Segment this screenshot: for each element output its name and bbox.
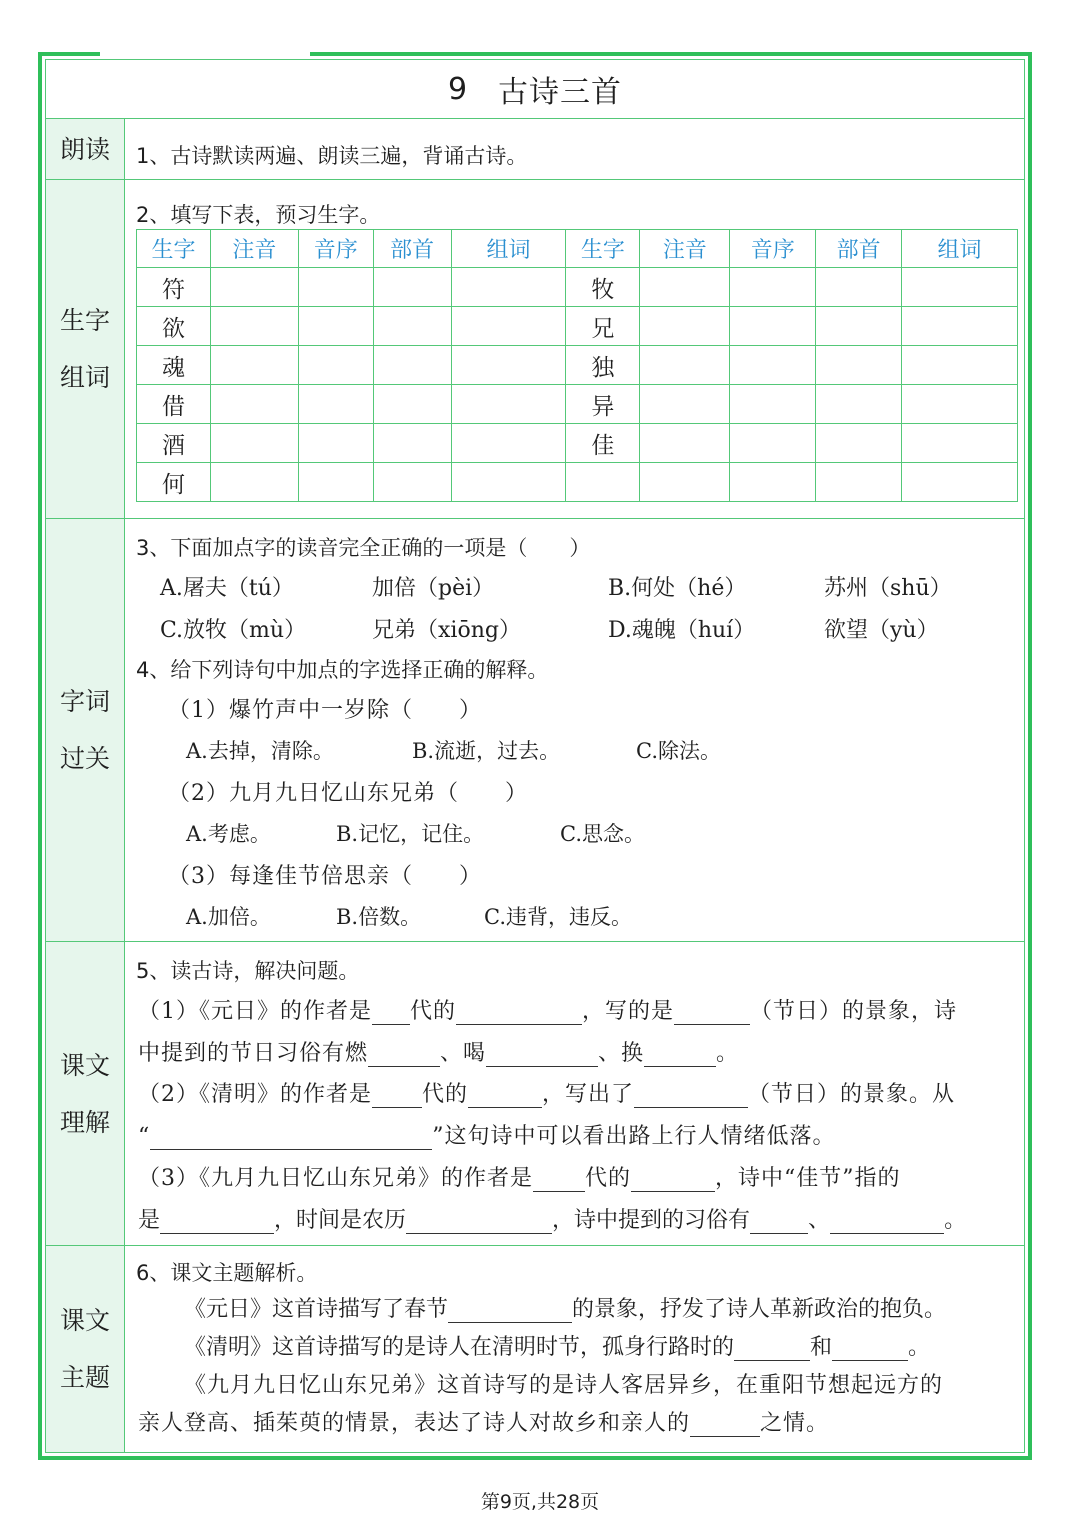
character-cell: 符 (137, 268, 211, 307)
table-row (137, 307, 1018, 346)
q5-line-1: （1）《元日》的作者是 代的 ，写的是 （节日）的景象，诗 (138, 999, 958, 1024)
answer-cell[interactable] (730, 463, 816, 502)
character-cell: 欲 (137, 307, 211, 346)
q3-option-a1: A.屠夫（tú） (160, 576, 294, 601)
answer-cell[interactable] (902, 346, 1018, 385)
answer-cell[interactable] (298, 307, 373, 346)
answer-cell[interactable] (640, 268, 730, 307)
fill-blank[interactable] (674, 1002, 750, 1025)
fill-blank[interactable] (533, 1169, 585, 1192)
fill-blank[interactable] (830, 1211, 944, 1234)
answer-cell[interactable] (298, 346, 373, 385)
answer-cell[interactable] (451, 307, 566, 346)
table-header-cell: 注音 (640, 230, 730, 268)
answer-cell[interactable] (730, 307, 816, 346)
q5-line-3: （2）《清明》的作者是 代的 ，写出了 （节日）的景象。从 (138, 1082, 956, 1107)
q4-sub-1: （1）爆竹声中一岁除（ ） (168, 698, 482, 723)
table-header-cell: 音序 (298, 230, 373, 268)
fill-blank[interactable] (372, 1085, 422, 1108)
q3-option-b2: 苏州（shū） (824, 576, 952, 601)
q4-sub-3: （3）每逢佳节倍思亲（ ） (168, 864, 482, 889)
lesson-title: 古诗三首 (498, 75, 623, 110)
fill-blank[interactable] (486, 1044, 598, 1067)
section-label-kewen-zhuti: 课文 主题 (46, 1246, 125, 1452)
answer-cell[interactable] (816, 385, 902, 424)
answer-cell[interactable] (816, 268, 902, 307)
answer-cell[interactable] (451, 346, 566, 385)
character-cell: 魂 (137, 346, 211, 385)
fill-blank[interactable] (690, 1414, 760, 1437)
answer-cell[interactable] (730, 385, 816, 424)
q6-line-2: 《清明》这首诗描写的是诗人在清明时节，孤身行路时的 和 。 (184, 1335, 931, 1360)
question-3: 3、下面加点字的读音完全正确的一项是（ ） (136, 536, 591, 560)
answer-cell[interactable] (210, 385, 298, 424)
divider (46, 518, 1024, 519)
lesson-number: 9 (447, 71, 469, 107)
character-cell: 牧 (566, 268, 640, 307)
q3-option-d1: D.魂魄（huí） (608, 618, 756, 643)
character-cell: 借 (137, 385, 211, 424)
table-row (137, 385, 1018, 424)
answer-cell[interactable] (816, 307, 902, 346)
answer-cell[interactable] (902, 307, 1018, 346)
answer-cell[interactable] (640, 424, 730, 463)
answer-cell[interactable] (373, 268, 451, 307)
q5-line-2: 中提到的节日习俗有燃 、喝 、换 。 (138, 1041, 740, 1066)
fill-blank[interactable] (634, 1085, 748, 1108)
answer-cell[interactable] (816, 424, 902, 463)
q4-sub-3-option-b: B.倍数。 (336, 905, 422, 929)
character-cell: 兄 (566, 307, 640, 346)
section-label-zici: 字词 过关 (46, 519, 125, 941)
answer-cell[interactable] (298, 268, 373, 307)
answer-cell[interactable] (210, 307, 298, 346)
answer-cell[interactable] (298, 424, 373, 463)
fill-blank[interactable] (456, 1002, 582, 1025)
q6-line-4: 亲人登高、插茱萸的情景，表达了诗人对故乡和亲人的 之情。 (138, 1411, 830, 1436)
table-header-cell: 组词 (902, 230, 1018, 268)
answer-cell[interactable] (210, 463, 298, 502)
answer-cell[interactable] (730, 346, 816, 385)
answer-cell[interactable] (902, 385, 1018, 424)
table-header-cell: 注音 (210, 230, 298, 268)
fill-blank[interactable] (468, 1085, 542, 1108)
fill-blank[interactable] (750, 1211, 808, 1234)
fill-blank[interactable] (644, 1044, 716, 1067)
q3-option-a2: 加倍（pèi） (372, 576, 495, 601)
answer-cell[interactable] (210, 424, 298, 463)
answer-cell[interactable] (902, 463, 1018, 502)
q4-sub-2-option-a: A.考虑。 (186, 822, 271, 846)
question-5: 5、读古诗，解决问题。 (136, 959, 360, 983)
q3-option-b1: B.何处（hé） (608, 576, 747, 601)
q5-line-6: 是 ，时间是农历 ，诗中提到的习俗有 、 。 (138, 1208, 967, 1233)
q4-sub-1-option-c: C.除法。 (636, 739, 721, 763)
answer-cell[interactable] (640, 307, 730, 346)
fill-blank[interactable] (832, 1338, 908, 1361)
character-table (136, 229, 1018, 502)
q4-sub-2-option-c: C.思念。 (560, 822, 645, 846)
table-header-cell: 部首 (816, 230, 902, 268)
page-footer: 第9页,共28页 (480, 1491, 600, 1513)
answer-cell[interactable] (902, 424, 1018, 463)
table-row (137, 424, 1018, 463)
answer-cell[interactable] (730, 268, 816, 307)
answer-cell[interactable] (298, 463, 373, 502)
character-cell: 佳 (566, 424, 640, 463)
character-cell: 酒 (137, 424, 211, 463)
fill-blank[interactable] (406, 1211, 552, 1234)
answer-cell[interactable] (210, 346, 298, 385)
answer-cell[interactable] (451, 463, 566, 502)
table-row (137, 268, 1018, 307)
q4-sub-3-option-a: A.加倍。 (186, 905, 271, 929)
section-label-langdu: 朗读 (46, 119, 125, 179)
fill-blank[interactable] (160, 1211, 274, 1234)
q3-option-c2: 兄弟（xiōng） (372, 618, 521, 643)
q4-sub-2-option-b: B.记忆，记住。 (336, 822, 485, 846)
table-header-row (137, 230, 1018, 268)
q3-option-c1: C.放牧（mù） (160, 618, 307, 643)
answer-cell[interactable] (816, 463, 902, 502)
character-cell: 异 (566, 385, 640, 424)
fill-blank[interactable] (368, 1044, 440, 1067)
q5-line-4: “ ”这句诗中可以看出路上行人情绪低落。 (138, 1124, 836, 1149)
table-header-cell: 生字 (137, 230, 211, 268)
q4-sub-2: （2）九月九日忆山东兄弟（ ） (168, 781, 528, 806)
character-cell: 何 (137, 463, 211, 502)
divider (46, 941, 1024, 942)
answer-cell[interactable] (640, 385, 730, 424)
section-label-shengzi: 生字 组词 (46, 180, 125, 518)
table-header-cell: 组词 (451, 230, 566, 268)
table-row (137, 463, 1018, 502)
question-1: 1、古诗默读两遍、朗读三遍，背诵古诗。 (136, 144, 528, 168)
answer-cell[interactable] (730, 424, 816, 463)
q3-option-d2: 欲望（yù） (824, 618, 939, 643)
divider (46, 179, 1024, 180)
answer-cell[interactable] (373, 346, 451, 385)
answer-cell[interactable] (451, 424, 566, 463)
fill-blank[interactable] (734, 1338, 810, 1361)
answer-cell[interactable] (816, 346, 902, 385)
character-cell: 独 (566, 346, 640, 385)
question-4: 4、给下列诗句中加点的字选择正确的解释。 (136, 658, 549, 682)
answer-cell[interactable] (451, 268, 566, 307)
fill-blank[interactable] (150, 1127, 432, 1150)
question-6: 6、课文主题解析。 (136, 1261, 318, 1285)
fill-blank[interactable] (448, 1300, 572, 1323)
q4-sub-1-option-a: A.去掉，清除。 (186, 739, 334, 763)
q6-line-3: 《九月九日忆山东兄弟》这首诗写的是诗人客居异乡，在重阳节想起远方的 (184, 1373, 944, 1398)
question-2: 2、填写下表，预习生字。 (136, 203, 381, 227)
answer-cell[interactable] (373, 424, 451, 463)
q4-sub-3-option-c: C.违背，违反。 (484, 905, 632, 929)
answer-cell[interactable] (210, 268, 298, 307)
answer-cell[interactable] (451, 385, 566, 424)
answer-cell[interactable] (298, 385, 373, 424)
answer-cell[interactable] (373, 463, 451, 502)
table-header-cell: 生字 (566, 230, 640, 268)
divider (46, 1245, 1024, 1246)
character-cell (566, 463, 640, 502)
table-header-cell: 部首 (373, 230, 451, 268)
q4-sub-1-option-b: B.流逝，过去。 (412, 739, 561, 763)
q6-line-1: 《元日》这首诗描写了春节 的景象，抒发了诗人革新政治的抱负。 (184, 1297, 947, 1322)
fill-blank[interactable] (631, 1169, 715, 1192)
section-label-kewen-lijie: 课文 理解 (46, 942, 125, 1245)
answer-cell[interactable] (373, 307, 451, 346)
table-header-cell: 音序 (730, 230, 816, 268)
answer-cell[interactable] (902, 268, 1018, 307)
page-title (46, 60, 1024, 119)
fill-blank[interactable] (372, 1002, 410, 1025)
answer-cell[interactable] (373, 385, 451, 424)
answer-cell[interactable] (640, 463, 730, 502)
table-row (137, 346, 1018, 385)
answer-cell[interactable] (640, 346, 730, 385)
q5-line-5: （3）《九月九日忆山东兄弟》的作者是 代的 ，诗中“佳节”指的 (138, 1166, 901, 1191)
